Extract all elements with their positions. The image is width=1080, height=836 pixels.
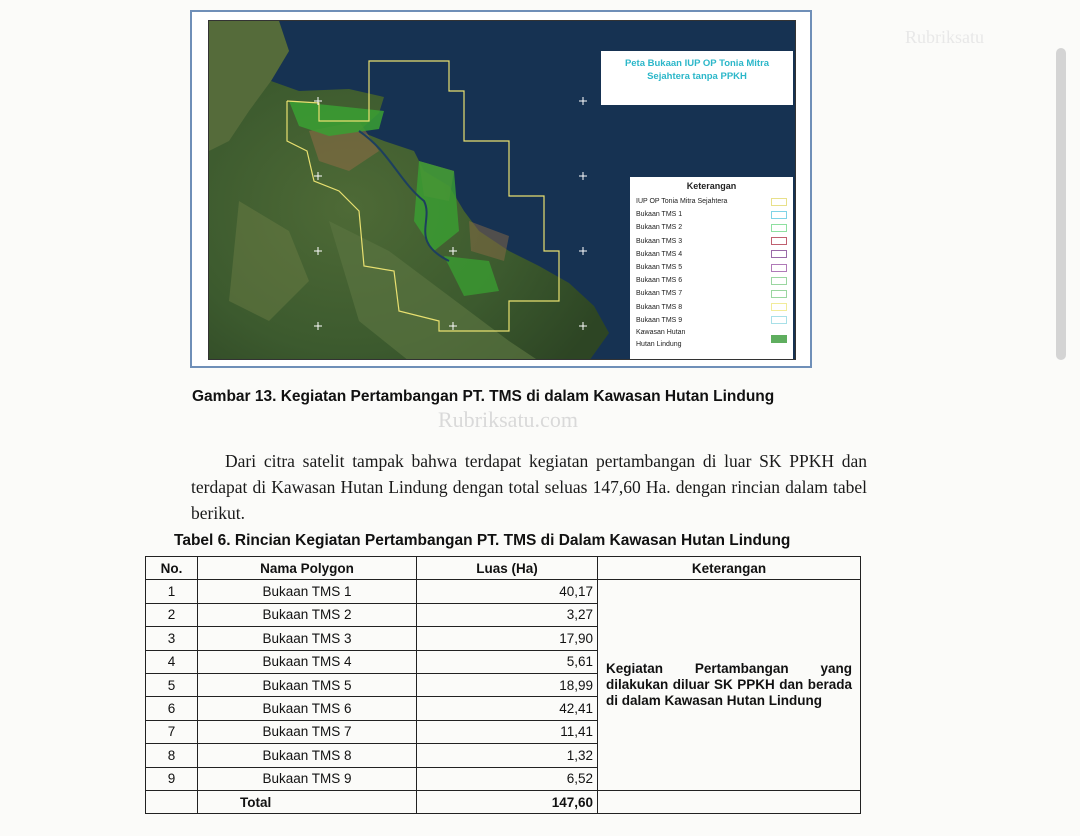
legend-swatch xyxy=(771,211,787,219)
legend-swatch xyxy=(771,303,787,311)
legend-swatch xyxy=(771,316,787,324)
figure-caption: Gambar 13. Kegiatan Pertambangan PT. TMS di dalam Kawasan Hutan Lindung xyxy=(192,388,775,405)
cell-luas: 11,41 xyxy=(417,720,598,743)
legend-swatch xyxy=(771,224,787,232)
legend-item-label: Bukaan TMS 6 xyxy=(636,277,683,285)
cell-total-label: Total xyxy=(198,790,417,813)
legend-item-label: Kawasan Hutan Hutan Lindung xyxy=(636,328,686,348)
cell-nama-polygon: Bukaan TMS 8 xyxy=(198,744,417,767)
cell-luas: 42,41 xyxy=(417,697,598,720)
cell-nama-polygon: Bukaan TMS 4 xyxy=(198,650,417,673)
cell-keterangan: Kegiatan Pertambangan yang dilakukan diluar SK PPKH dan berada di dalam Kawasan Hutan Lindung xyxy=(598,580,861,791)
table-title: Tabel 6. Rincian Kegiatan Pertambangan PT. TMS di Dalam Kawasan Hutan Lindung xyxy=(174,532,791,549)
legend-item-label: Bukaan TMS 2 xyxy=(636,224,683,232)
cell-luas: 17,90 xyxy=(417,627,598,650)
body-paragraph-text: Dari citra satelit tampak bahwa terdapat kegiatan pertambangan di luar SK PPKH dan terdapat di Kawasan Hutan Lindung dengan total seluas 147,60 Ha. dengan rincian dalam tabel berikut. xyxy=(191,451,867,523)
satellite-map xyxy=(208,20,796,360)
cell-no: 5 xyxy=(146,673,198,696)
legend-item xyxy=(636,261,787,274)
legend-swatch xyxy=(771,250,787,258)
cell-total-value: 147,60 xyxy=(417,790,598,813)
cell-nama-polygon: Bukaan TMS 5 xyxy=(198,673,417,696)
cell-nama-polygon: Bukaan TMS 9 xyxy=(198,767,417,790)
cell-total-keterangan xyxy=(598,790,861,813)
legend-item xyxy=(636,248,787,261)
legend-item xyxy=(636,208,787,221)
legend-item-label: Bukaan TMS 5 xyxy=(636,264,683,272)
cell-no: 6 xyxy=(146,697,198,720)
cell-luas: 1,32 xyxy=(417,744,598,767)
cell-no: 9 xyxy=(146,767,198,790)
legend-item-label: Bukaan TMS 4 xyxy=(636,250,683,258)
map-title: Peta Bukaan IUP OP Tonia Mitra Sejahtera tanpa PPKH xyxy=(601,51,793,105)
watermark-top: Rubriksatu xyxy=(905,27,984,47)
cell-no: 7 xyxy=(146,720,198,743)
legend-swatch xyxy=(771,290,787,298)
legend-swatch xyxy=(771,335,787,343)
table-row xyxy=(146,580,861,603)
legend-swatch xyxy=(771,264,787,272)
legend-item xyxy=(636,314,787,327)
data-table xyxy=(145,556,861,814)
header-luas: Luas (Ha) xyxy=(417,557,598,580)
body-paragraph xyxy=(191,448,867,526)
scrollbar[interactable] xyxy=(1056,48,1066,360)
cell-nama-polygon: Bukaan TMS 3 xyxy=(198,627,417,650)
cell-total-empty xyxy=(146,790,198,813)
header-nama-polygon: Nama Polygon xyxy=(198,557,417,580)
header-keterangan: Keterangan xyxy=(598,557,861,580)
cell-luas: 3,27 xyxy=(417,603,598,626)
legend-item xyxy=(636,235,787,248)
legend-item-label: IUP OP Tonia Mitra Sejahtera xyxy=(636,198,728,206)
cell-no: 3 xyxy=(146,627,198,650)
table-total-row xyxy=(146,790,861,813)
cell-luas: 40,17 xyxy=(417,580,598,603)
watermark: Rubriksatu.com xyxy=(438,407,578,432)
legend-item xyxy=(636,274,787,287)
legend-item-label: Bukaan TMS 3 xyxy=(636,237,683,245)
legend-swatch xyxy=(771,198,787,206)
cell-nama-polygon: Bukaan TMS 1 xyxy=(198,580,417,603)
legend-swatch xyxy=(771,277,787,285)
legend-item xyxy=(636,221,787,234)
legend-item-label: Bukaan TMS 8 xyxy=(636,303,683,311)
cell-no: 4 xyxy=(146,650,198,673)
legend-item-label: Bukaan TMS 1 xyxy=(636,211,683,219)
legend-item-label: Bukaan TMS 9 xyxy=(636,316,683,324)
cell-no: 2 xyxy=(146,603,198,626)
header-no: No. xyxy=(146,557,198,580)
cell-luas: 18,99 xyxy=(417,673,598,696)
cell-nama-polygon: Bukaan TMS 7 xyxy=(198,720,417,743)
legend-item xyxy=(636,287,787,300)
cell-luas: 6,52 xyxy=(417,767,598,790)
map-figure xyxy=(190,10,812,368)
cell-nama-polygon: Bukaan TMS 6 xyxy=(198,697,417,720)
map-legend xyxy=(630,177,793,360)
cell-no: 1 xyxy=(146,580,198,603)
legend-item-label: Bukaan TMS 7 xyxy=(636,290,683,298)
legend-item xyxy=(636,301,787,314)
cell-luas: 5,61 xyxy=(417,650,598,673)
legend-item xyxy=(636,195,787,208)
legend-item xyxy=(636,327,787,351)
cell-nama-polygon: Bukaan TMS 2 xyxy=(198,603,417,626)
table-header-row xyxy=(146,557,861,580)
legend-title: Keterangan xyxy=(686,181,737,191)
legend-swatch xyxy=(771,237,787,245)
cell-no: 8 xyxy=(146,744,198,767)
